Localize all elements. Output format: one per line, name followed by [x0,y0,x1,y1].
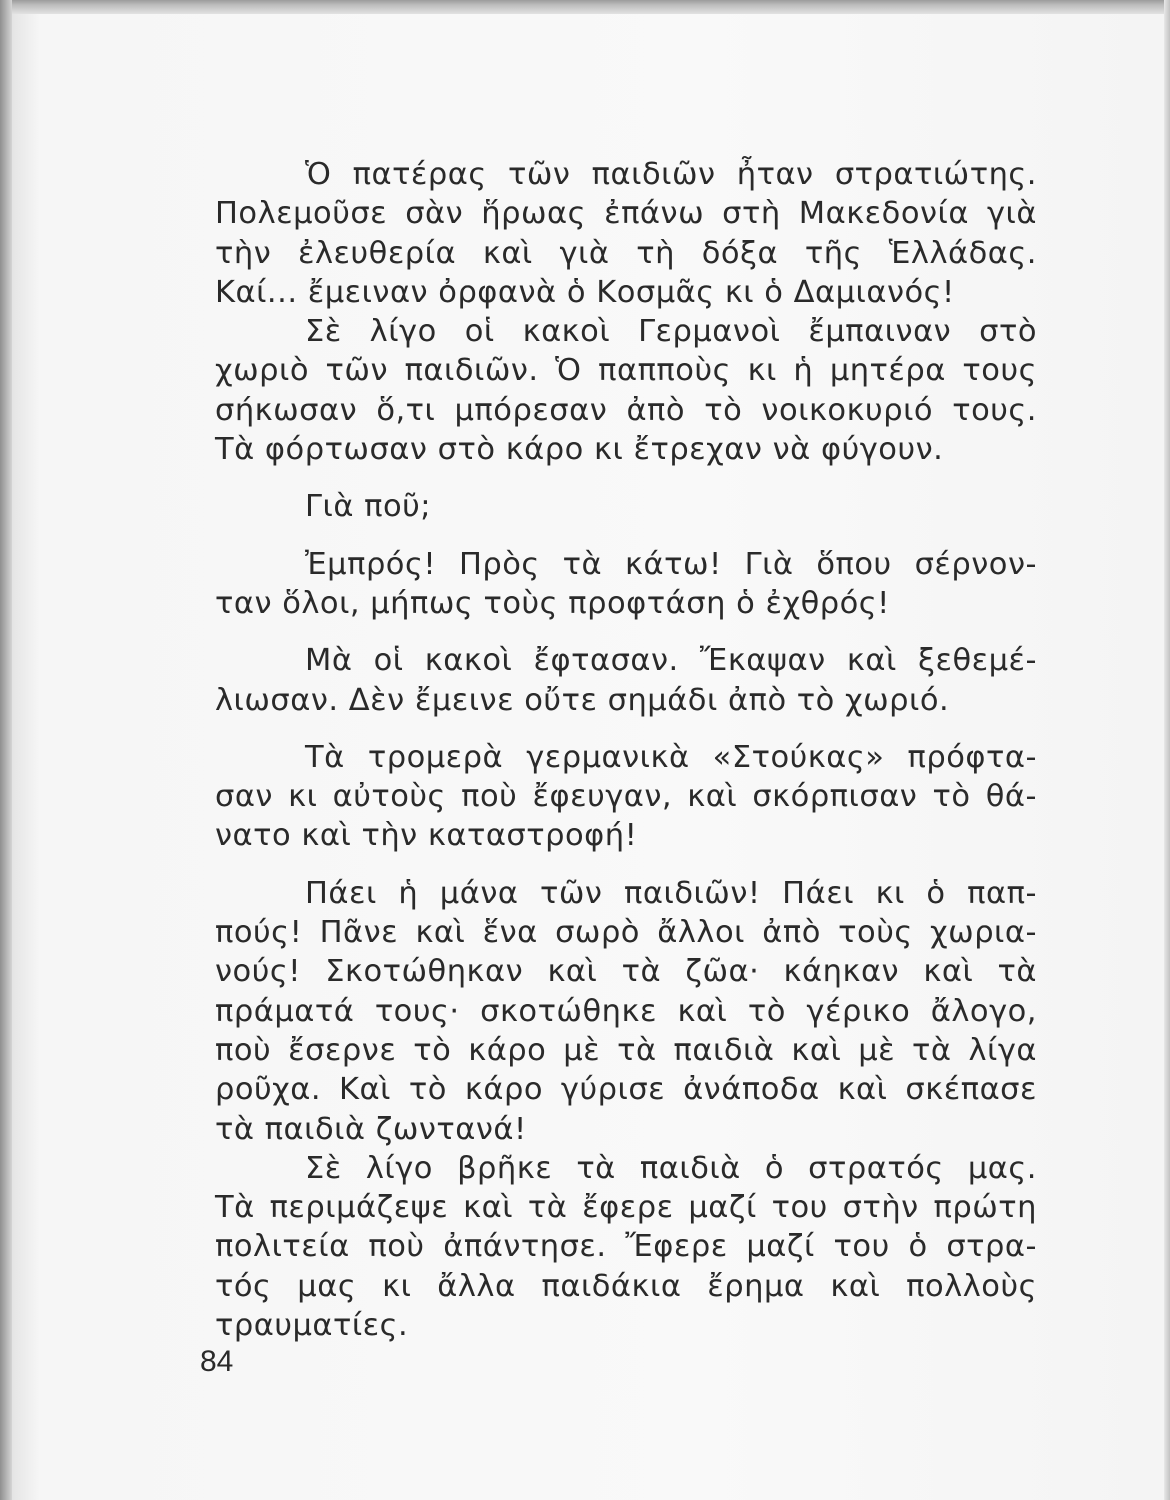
text-line: πράματά τους· σκοτώθηκε καὶ τὸ γέρικο ἄλογο, [215,993,1037,1029]
text-line: Ἐμπρός! Πρὸς τὰ κάτω! Γιὰ ὅπου σέρνον- [305,546,1037,582]
text-line: πολιτεία ποὺ ἀπάντησε. Ἔφερε μαζί του ὁ στρα- [215,1229,1037,1265]
text-line: Τὰ περιμάζεψε καὶ τὰ ἔφερε μαζί του στὴν πρώτη [215,1190,1037,1226]
text-line: λιωσαν. Δὲν ἔμεινε οὔτε σημάδι ἀπὸ τὸ χωριό. [215,682,950,718]
paragraph [215,312,1037,469]
text-line: Πάει ἡ μάνα τῶν παιδιῶν! Πάει κι ὁ παπ- [305,875,1037,911]
text-line: νατο καὶ τὴν καταστροφή! [215,818,638,854]
text-line: Ὁ πατέρας τῶν παιδιῶν ἦταν στρατιώτης. [305,157,1037,192]
text-line: τὰ παιδιὰ ζωντανά! [215,1111,527,1147]
body-text [215,155,1037,1345]
text-line: Πολεμοῦσε σὰν ἥρωας ἐπάνω στὴ Μακεδονία γιὰ [215,196,1037,232]
text-line: Γιὰ ποῦ; [305,489,432,525]
text-line: τός μας κι ἄλλα παιδάκια ἔρημα καὶ πολλοὺς [215,1268,1037,1304]
text-line: Σὲ λίγο οἱ κακοὶ Γερμανοὶ ἔμπαιναν στὸ [305,314,1037,350]
text-line: Τὰ τρομερὰ γερμανικὰ «Στούκας» πρόφτα- [305,739,1037,775]
text-line: Καί... ἔμειναν ὀρφανὰ ὁ Κοσμᾶς κι ὁ Δαμιανός! [215,274,955,310]
text-line: Τὰ φόρτωσαν στὸ κάρο κι ἔτρεχαν νὰ φύγουν. [215,432,944,468]
paragraph [215,155,1037,312]
page-right-edge [1164,0,1170,1500]
text-line: νούς! Σκοτώθηκαν καὶ τὰ ζῶα· κάηκαν καὶ τὰ [215,954,1037,990]
text-line: τραυματίες. [215,1308,409,1344]
paragraph [215,487,1037,526]
text-line: τὴν ἐλευθερία καὶ γιὰ τὴ δόξα τῆς Ἑλλάδας. [215,235,1037,271]
paragraph [215,874,1037,1149]
text-line: σήκωσαν ὅ,τι μπόρεσαν ἀπὸ τὸ νοικοκυριό τους. [215,392,1037,428]
paragraph [215,1149,1037,1345]
text-line: πούς! Πᾶνε καὶ ἕνα σωρὸ ἄλλοι ἀπὸ τοὺς χωρια- [215,915,1037,951]
text-line: σαν κι αὐτοὺς ποὺ ἔφευγαν, καὶ σκόρπισαν τὸ θά- [215,779,1037,815]
paragraph [215,738,1037,856]
book-spine-shadow [0,0,12,1500]
paragraph [215,641,1037,720]
page-top-shadow [0,0,1170,14]
text-line: Μὰ οἱ κακοὶ ἔφτασαν. Ἔκαψαν καὶ ξεθεμέ- [305,643,1037,679]
text-line: ροῦχα. Καὶ τὸ κάρο γύρισε ἀνάποδα καὶ σκέπασε [215,1072,1037,1108]
page-number: 84 [200,1345,234,1378]
paragraph [215,545,1037,624]
text-line: χωριὸ τῶν παιδιῶν. Ὁ παπποὺς κι ἡ μητέρα τους [215,353,1037,389]
text-line: ποὺ ἔσερνε τὸ κάρο μὲ τὰ παιδιὰ καὶ μὲ τὰ λίγα [215,1032,1037,1068]
text-line: ταν ὅλοι, μήπως τοὺς προφτάση ὁ ἐχθρός! [215,585,890,621]
text-line: Σὲ λίγο βρῆκε τὰ παιδιὰ ὁ στρατός μας. [305,1150,1037,1186]
